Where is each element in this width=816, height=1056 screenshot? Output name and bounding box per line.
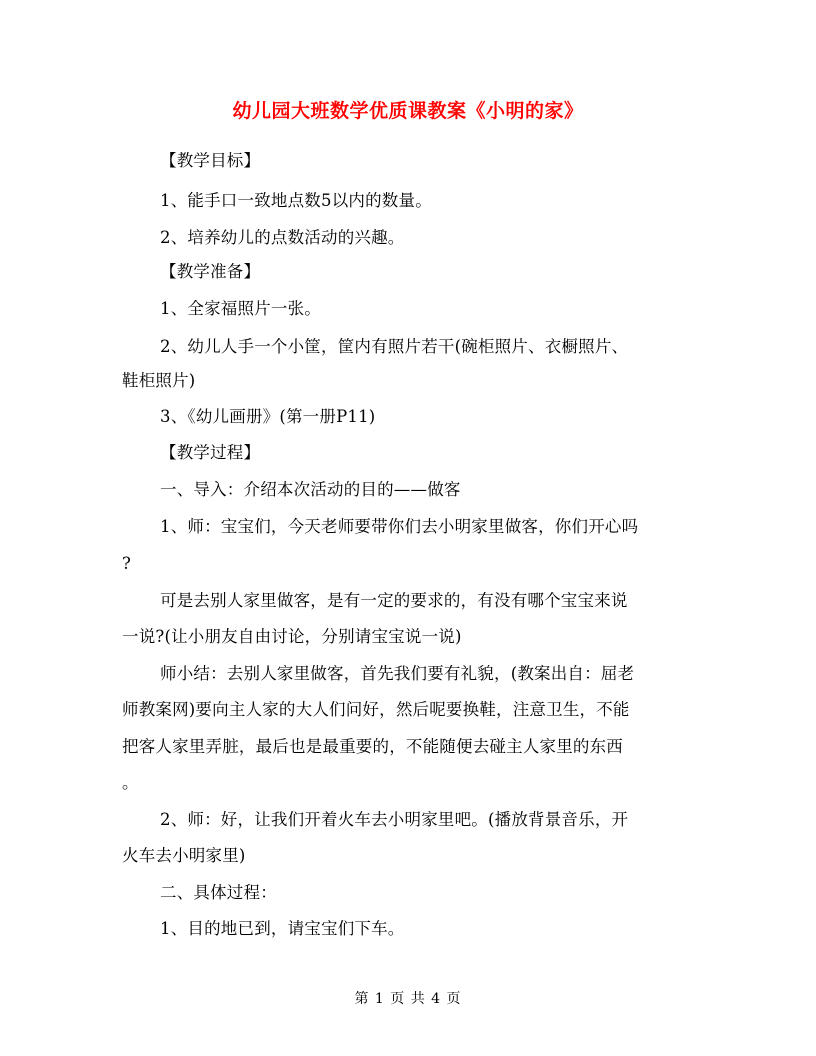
paragraph-line: 2、幼儿人手一个小筐，筐内有照片若干(碗柜照片、衣橱照片、 xyxy=(160,337,629,356)
paragraph-line: 1、目的地已到，请宝宝们下车。 xyxy=(160,919,405,938)
paragraph-line: 。 xyxy=(122,773,139,792)
paragraph-line: 2、培养幼儿的点数活动的兴趣。 xyxy=(160,228,405,247)
paragraph-line: 二、具体过程： xyxy=(160,883,277,902)
paragraph-line: 师教案网)要向主人家的大人们问好，然后呢要换鞋，注意卫生，不能 xyxy=(122,700,630,719)
paragraph-line: 1、能手口一致地点数5以内的数量。 xyxy=(160,191,432,210)
paragraph-line: 把客人家里弄脏，最后也是最重要的，不能随便去碰主人家里的东西 xyxy=(122,737,623,756)
section-heading-process: 【教学过程】 xyxy=(160,443,261,462)
paragraph-line: 可是去别人家里做客，是有一定的要求的，有没有哪个宝宝来说 xyxy=(160,591,628,610)
paragraph-line: 一说?(让小朋友自由讨论，分别请宝宝说一说) xyxy=(122,627,462,646)
paragraph-line: 鞋柜照片) xyxy=(122,371,196,390)
paragraph-line: 3、《幼儿画册》(第一册P11) xyxy=(160,407,376,426)
section-heading-preparation: 【教学准备】 xyxy=(160,262,261,281)
paragraph-line: 火车去小明家里) xyxy=(122,846,246,865)
page-footer: 第 1 页 共 4 页 xyxy=(354,991,462,1007)
paragraph-line: 一、导入：介绍本次活动的目的——做客 xyxy=(160,480,461,499)
paragraph-line: ? xyxy=(122,554,132,573)
document-title: 幼儿园大班数学优质课教案《小明的家》 xyxy=(232,100,584,122)
paragraph-line: 1、师：宝宝们，今天老师要带你们去小明家里做客，你们开心吗 xyxy=(160,517,639,536)
paragraph-line: 2、师：好，让我们开着火车去小明家里吧。(播放背景音乐，开 xyxy=(160,810,629,829)
paragraph-line: 1、全家福照片一张。 xyxy=(160,299,321,318)
section-heading-objectives: 【教学目标】 xyxy=(160,151,261,170)
paragraph-line: 师小结：去别人家里做客，首先我们要有礼貌，(教案出自：屈老 xyxy=(160,664,635,683)
